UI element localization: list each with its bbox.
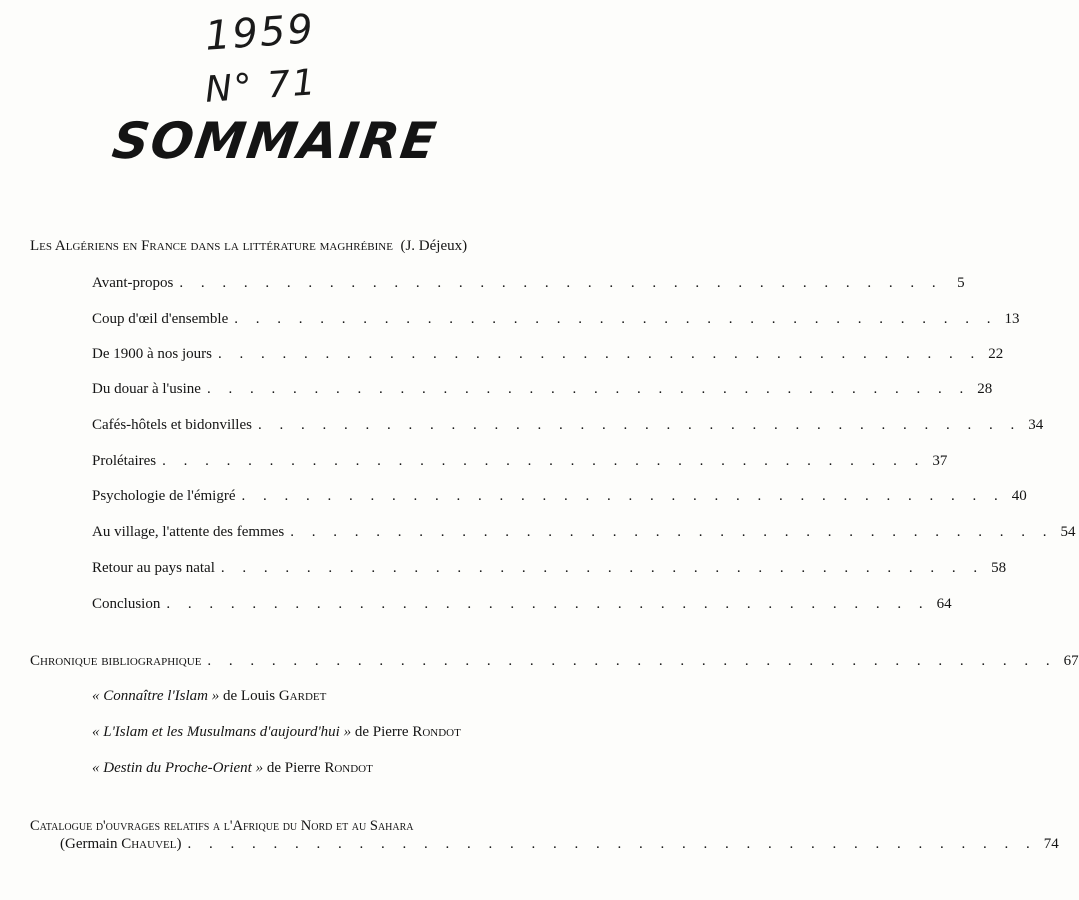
toc-entry-label: Conclusion (92, 596, 161, 612)
section2-line (30, 653, 1079, 670)
toc-entry (92, 381, 993, 398)
bibliography-title: « Connaître l'Islam » (92, 688, 220, 704)
section3-author-name: Chauvel (121, 836, 177, 852)
dot-leader: . . . . . . . . . . . . . . . . . . . . . . . . . . . . . . . . . . . . (206, 381, 971, 397)
toc-entry-label: Psychologie de l'émigré (92, 488, 236, 504)
toc-entry (92, 488, 1027, 505)
dot-leader: . . . . . . . . . . . . . . . . . . . . . . . . . . . . . . . . . . . . (220, 560, 985, 576)
dot-leader: . . . . . . . . . . . . . . . . . . . . . . . . . . . . . . . . . . . . . . . . (207, 653, 1057, 669)
dot-leader: . . . . . . . . . . . . . . . . . . . . . . . . . . . . . . . . . . . . . . . . (187, 836, 1037, 852)
section3-author-line (60, 836, 187, 853)
toc-entry-page: 54 (1060, 524, 1076, 540)
toc-entry (92, 596, 952, 613)
toc-entry-label: Retour au pays natal (92, 560, 215, 576)
section3-author-suffix: ) (176, 836, 182, 852)
toc-entry-label: Avant-propos (92, 275, 174, 291)
toc-entry (92, 560, 1007, 577)
bibliography-by: de Louis (223, 688, 276, 704)
bibliography-item (92, 724, 461, 741)
toc-entry-page: 5 (957, 275, 965, 291)
bibliography-author: Gardet (278, 688, 327, 704)
page-title: SOMMAIRE (108, 112, 442, 170)
dot-leader: . . . . . . . . . . . . . . . . . . . . . . . . . . . . . . . . . . . . (241, 488, 1005, 504)
bibliography-by: de Pierre (266, 760, 321, 776)
bibliography-by: de Pierre (354, 724, 409, 740)
dot-leader: . . . . . . . . . . . . . . . . . . . . . . . . . . . . . . . . . . . . (257, 417, 1022, 433)
toc-entry (92, 524, 1076, 541)
toc-entry-label: Au village, l'attente des femmes (92, 524, 285, 540)
dot-leader: . . . . . . . . . . . . . . . . . . . . . . . . . . . . . . . . . . . . (166, 596, 930, 612)
toc-entry (92, 346, 1004, 363)
dot-leader: . . . . . . . . . . . . . . . . . . . . . . . . . . . . . . . . . . . . (162, 453, 926, 469)
bibliography-author: Rondot (412, 724, 461, 740)
bibliography-item (92, 760, 373, 777)
toc-entry (92, 275, 965, 292)
dot-leader: . . . . . . . . . . . . . . . . . . . . . . . . . . . . . . . . . . . . (290, 524, 1054, 540)
toc-entry-page: 13 (1004, 311, 1020, 327)
section3-heading (30, 818, 414, 835)
section1-heading (30, 238, 467, 255)
toc-entry-page: 58 (991, 560, 1007, 576)
toc-entry (92, 453, 948, 470)
toc-entry-page: 22 (988, 346, 1004, 362)
section1-title: Les Algériens en France dans la littérature maghrébine (30, 238, 393, 254)
toc-entry (92, 417, 1044, 434)
toc-entry-page: 34 (1028, 417, 1044, 433)
handwritten-year: 1959 (203, 6, 317, 60)
section3-page: 74 (1043, 836, 1059, 852)
dot-leader: . . . . . . . . . . . . . . . . . . . . . . . . . . . . . . . . . . . . (218, 346, 982, 362)
dot-leader: . . . . . . . . . . . . . . . . . . . . . . . . . . . . . . . . . . . . (234, 311, 998, 327)
handwritten-issue-number: N° 71 (203, 62, 319, 111)
toc-entry-label: Prolétaires (92, 453, 157, 469)
section2-heading: Chronique bibliographique (30, 653, 202, 669)
section1-author: (J. Déjeux) (400, 238, 468, 254)
toc-entry-page: 37 (932, 453, 948, 469)
dot-leader: . . . . . . . . . . . . . . . . . . . . . . . . . . . . . . . . . . . . (179, 275, 943, 291)
section3-title: Catalogue d'ouvrages relatifs a l'Afrique du Nord et au Sahara (30, 818, 414, 834)
bibliography-item (92, 688, 326, 705)
toc-entry (92, 311, 1020, 328)
toc-entry-page: 40 (1011, 488, 1027, 504)
toc-entry-label: Cafés-hôtels et bidonvilles (92, 417, 252, 433)
section3-author-prefix: (Germain (60, 836, 118, 852)
toc-entry-page: 64 (936, 596, 952, 612)
bibliography-title: « Destin du Proche-Orient » (92, 760, 264, 776)
toc-entry-page: 28 (977, 381, 993, 397)
toc-entry-label: De 1900 à nos jours (92, 346, 212, 362)
section2-page: 67 (1063, 653, 1079, 669)
section3-line (60, 836, 1059, 853)
bibliography-author: Rondot (324, 760, 373, 776)
toc-entry-label: Coup d'œil d'ensemble (92, 311, 229, 327)
bibliography-title: « L'Islam et les Musulmans d'aujourd'hui » (92, 724, 352, 740)
toc-entry-label: Du douar à l'usine (92, 381, 201, 397)
